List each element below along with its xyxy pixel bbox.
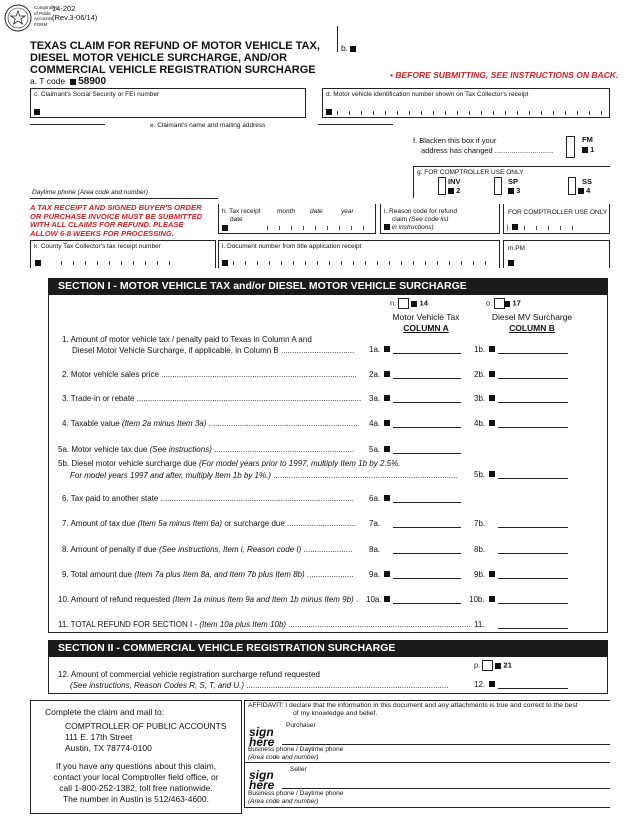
marker-icon: [35, 260, 41, 266]
fm-code: FM 1: [582, 135, 595, 154]
b-label: b.: [341, 43, 349, 53]
item-8b-code: 8b.: [474, 545, 486, 554]
marker-icon: [582, 147, 588, 153]
item-7a-code: 7a.: [369, 519, 381, 528]
marker-icon: [350, 46, 356, 52]
d-vin-field[interactable]: [322, 88, 610, 118]
form-title: TEXAS CLAIM FOR REFUND OF MOTOR VEHICLE TAX, DIESEL MOTOR VEHICLE SURCHARGE, AND/OR COMMERCIAL VEHICLE REGISTRATION SURCHARGE: [30, 40, 320, 76]
d-label: d. Motor vehicle identification number shown on Tax Collector's receipt: [326, 91, 529, 98]
e-label: e. Claimant's name and mailing address: [150, 122, 266, 129]
marker-icon: [222, 260, 228, 266]
e-top-right: [318, 124, 393, 125]
marker-icon: [326, 109, 332, 115]
e-bottom: [30, 198, 218, 199]
marker-icon: [384, 346, 390, 352]
g-inv-code: INV 2: [448, 177, 461, 195]
purchaser-signature-line[interactable]: [282, 744, 610, 745]
item-1a-amount[interactable]: [393, 353, 461, 354]
marker-icon: [504, 301, 510, 307]
item-1a-code: 1a.: [369, 345, 381, 354]
daytime-phone-label: Daytime phone (Area code and number): [32, 189, 148, 196]
item-5a-code: 5a.: [369, 445, 381, 454]
col-a-header: Motor Vehicle Tax COLUMN A: [392, 312, 460, 333]
marker-icon: [222, 225, 228, 231]
marker-icon: [489, 395, 495, 401]
item-4a-code: 4a.: [369, 419, 381, 428]
mail-title: Complete the claim and mail to:: [45, 707, 165, 717]
marker-icon: [34, 109, 40, 115]
marker-icon: [448, 188, 454, 194]
marker-icon: [384, 571, 390, 577]
item-11-amount[interactable]: [498, 628, 568, 629]
marker-icon: [384, 495, 390, 501]
item-4-label: 4. Taxable value (Item 2a minus Item 3a) ...................................................................: [62, 419, 358, 428]
section2-code: p. 21: [474, 660, 512, 670]
seller-label: Seller: [290, 766, 307, 773]
item-12-label: 12. Amount of commercial vehicle registration surcharge refund requested (See instructions, Reason Codes R, S, T, and U.) ...........................................................................................: [58, 670, 449, 690]
item-6-label: 6. Tax paid to another state .......................................................................................: [62, 494, 354, 503]
fm-checkbox[interactable]: [566, 136, 575, 158]
j-comptroller-label: FOR COMPTROLLER USE ONLY: [508, 209, 608, 216]
marker-icon: [508, 188, 514, 194]
g-sp-code: SP 3: [508, 177, 521, 195]
col-a-checkbox[interactable]: [398, 298, 409, 309]
marker-icon: [384, 446, 390, 452]
g-sp-checkbox[interactable]: [494, 177, 502, 195]
m-pm-field[interactable]: [503, 240, 610, 268]
b-field-border: [337, 26, 338, 52]
j-ticks: [524, 226, 574, 230]
marker-icon: [489, 420, 495, 426]
item-2a-code: 2a.: [369, 370, 381, 379]
affidavit-text: AFFIDAVIT: I declare that the information in this document and any attachments is true and correct to the best of my knowledge and belief.: [248, 702, 578, 717]
e-name-address-field[interactable]: [30, 132, 400, 194]
marker-icon: [489, 346, 495, 352]
g-ss-checkbox[interactable]: [568, 177, 576, 195]
vin-ticks: [337, 111, 603, 115]
h-ticks: [267, 226, 373, 230]
item-10a-amount[interactable]: [393, 603, 461, 604]
item-2b-amount[interactable]: [498, 378, 568, 379]
red-receipt-notice: A TAX RECEIPT AND SIGNED BUYER'S ORDER OR PURCHASE INVOICE MUST BE SUBMITTED WITH ALL CLAIMS FOR REFUND. PLEASE ALLOW 6-8 WEEKS FOR PROCESSING.: [30, 203, 203, 238]
marker-icon: [384, 224, 390, 230]
seller-phone-label: Business phone / Daytime phone (Area code and number): [248, 790, 344, 805]
section2-title: SECTION II - COMMERCIAL VEHICLE REGISTRATION SURCHARGE: [48, 640, 608, 657]
item-5a-label: 5a. Motor vehicle tax due (See instructions) ...............................................................: [58, 445, 355, 454]
item-9b-amount[interactable]: [498, 578, 568, 579]
seller-signature-line[interactable]: [282, 788, 610, 789]
marker-icon: [384, 395, 390, 401]
item-4b-code: 4b.: [474, 419, 486, 428]
item-3a-code: 3a.: [369, 394, 381, 403]
item-6a-amount[interactable]: [393, 502, 461, 503]
marker-icon: [495, 663, 501, 669]
item-10-label: 10. Amount of refund requested (Item 1a minus Item 9a and Item 1b minus Item 9b) .: [58, 595, 359, 604]
item-12-code: 12.: [474, 680, 486, 689]
l-ticks: [233, 261, 497, 265]
instruction-note: • BEFORE SUBMITTING, SEE INSTRUCTIONS ON BACK.: [390, 70, 619, 80]
marker-icon: [411, 301, 417, 307]
marker-icon: [384, 420, 390, 426]
marker-icon: [512, 224, 518, 230]
purchaser-phone-label: Business phone / Daytime phone (Area code and number): [248, 746, 344, 761]
j-comptroller-field[interactable]: [503, 204, 610, 234]
item-5a-amount[interactable]: [393, 453, 461, 454]
item-8-label: 8. Amount of penalty if due (See instructions, Item i, Reason code I) ......................: [62, 545, 353, 554]
c-label: c. Claimant's Social Security or FEI number: [34, 91, 160, 98]
item-4a-amount[interactable]: [393, 427, 461, 428]
sign-here-purchaser: sign here: [249, 725, 275, 749]
item-5b-amount[interactable]: [498, 478, 568, 479]
col-b-code: o. 17: [486, 298, 521, 308]
form-number: 14-202 (Rev.3-06/14): [52, 4, 98, 22]
b-field[interactable]: [341, 43, 356, 53]
agency-name: Comptroller of Public Accounts FORM: [34, 5, 58, 27]
item-9b-code: 9b.: [474, 570, 486, 579]
marker-icon: [489, 681, 495, 687]
marker-icon: [578, 188, 584, 194]
section1-title: SECTION I - MOTOR VEHICLE TAX and/or DIESEL MOTOR VEHICLE SURCHARGE: [48, 278, 608, 295]
questions-text: If you have any questions about this claim, contact your local Comptroller field office, or call 1-800-252-1382, toll free nationwide. The number in Austin is 512/463-4600.: [53, 761, 219, 804]
item-8b-amount[interactable]: [498, 553, 568, 554]
item-3-label: 3. Trade-in or rebate .....................................................................................................: [62, 394, 362, 403]
mail-to-box: [30, 700, 242, 814]
marker-icon: [384, 596, 390, 602]
c-ssn-fein-field[interactable]: [30, 88, 306, 118]
item-9a-amount[interactable]: [393, 578, 461, 579]
item-5b-label: 5b. Diesel motor vehicle surcharge due (For model years prior to 1997, multiply Item 1b by 2.5%. For model years 1997 and after, multiply Item 1b by 1%.) ...................................................................................: [58, 459, 458, 480]
item-2a-amount[interactable]: [393, 378, 461, 379]
item-1b-code: 1b.: [474, 345, 486, 354]
h-month-label: month: [277, 208, 296, 215]
item-1b-amount[interactable]: [498, 353, 568, 354]
item-3b-code: 3b.: [474, 394, 486, 403]
seller-phone-line[interactable]: [244, 807, 610, 808]
item-7-label: 7. Amount of tax due (Item 5a minus Item 6a) or surcharge due ...............................: [62, 519, 356, 528]
marker-icon: [489, 471, 495, 477]
purchaser-label: Purchaser: [286, 722, 316, 729]
item-9-label: 9. Total amount due (Item 7a plus Item 8a, and Item 7b plus Item 8b) .....................: [62, 570, 354, 579]
marker-icon: [489, 596, 495, 602]
k-ticks: [61, 261, 171, 265]
item-2b-code: 2b.: [474, 370, 486, 379]
item-7b-amount[interactable]: [498, 527, 568, 528]
f-label: f. Blacken this box if your address has changed ............................: [413, 136, 554, 155]
marker-icon: [489, 371, 495, 377]
item-10a-code: 10a.: [366, 595, 382, 604]
e-top-left: [30, 124, 105, 125]
m-label: m.PM: [508, 245, 525, 252]
j-label: j.: [507, 224, 518, 231]
item-5b-code: 5b.: [474, 470, 486, 479]
item-11-label: 11. TOTAL REFUND FOR SECTION I - (Item 10a plus Item 10b) ..................................................................................: [58, 620, 471, 629]
item-11-code: 11.: [474, 620, 485, 629]
mail-address: COMPTROLLER OF PUBLIC ACCOUNTS 111 E. 17th Street Austin, TX 78774-0100: [65, 721, 227, 753]
g-ss-code: SS 4: [578, 177, 592, 195]
marker-icon: [70, 79, 76, 85]
item-2-label: 2. Motor vehicle sales price ........................................................................................: [62, 370, 357, 379]
sign-here-seller: sign here: [249, 768, 275, 792]
h-date-label: date: [310, 208, 323, 215]
g-inv-checkbox[interactable]: [438, 177, 446, 195]
item-7b-code: 7b.: [474, 519, 486, 528]
k-receipt-number-field[interactable]: [30, 240, 216, 268]
l-label: l. Document number from title application receipt: [222, 243, 362, 250]
item-12-amount[interactable]: [498, 688, 568, 689]
i-label: i. Reason code for refund claim (See code list in instructions): [384, 208, 457, 231]
purchaser-phone-line[interactable]: [244, 762, 610, 763]
item-10b-code: 10b.: [469, 595, 485, 604]
item-3b-amount[interactable]: [498, 402, 568, 403]
item-6a-code: 6a.: [369, 494, 381, 503]
item-8a-amount[interactable]: [393, 553, 461, 554]
i-reason-code-field[interactable]: [380, 204, 500, 234]
h-label: h. Tax receipt date: [222, 208, 261, 223]
col-a-code: n. 14: [390, 298, 428, 308]
k-label: k. County Tax Collector's tax receipt number: [34, 243, 161, 250]
item-9a-code: 9a.: [369, 570, 381, 579]
comptroller-seal-icon: [4, 4, 32, 32]
section2-checkbox[interactable]: [482, 660, 493, 671]
marker-icon: [508, 260, 514, 266]
item-4b-amount[interactable]: [498, 427, 568, 428]
col-b-header: Diesel MV Surcharge COLUMN B: [491, 312, 573, 333]
item-1-label: 1. Amount of motor vehicle tax / penalty paid to Texas in Column A and Diesel Motor Vehicle Surcharge, if applicable, in Column B .................................: [62, 335, 355, 355]
marker-icon: [489, 571, 495, 577]
tcode: a. T code 58900: [30, 76, 107, 87]
item-3a-amount[interactable]: [393, 402, 461, 403]
marker-icon: [384, 371, 390, 377]
g-label: g. FOR COMPTROLLER USE ONLY: [417, 169, 524, 176]
h-year-label: year: [341, 208, 354, 215]
item-10b-amount[interactable]: [498, 603, 568, 604]
item-7a-amount[interactable]: [393, 527, 461, 528]
h-receipt-date-field[interactable]: [218, 204, 376, 234]
l-document-number-field[interactable]: [218, 240, 500, 268]
item-8a-code: 8a.: [369, 545, 381, 554]
